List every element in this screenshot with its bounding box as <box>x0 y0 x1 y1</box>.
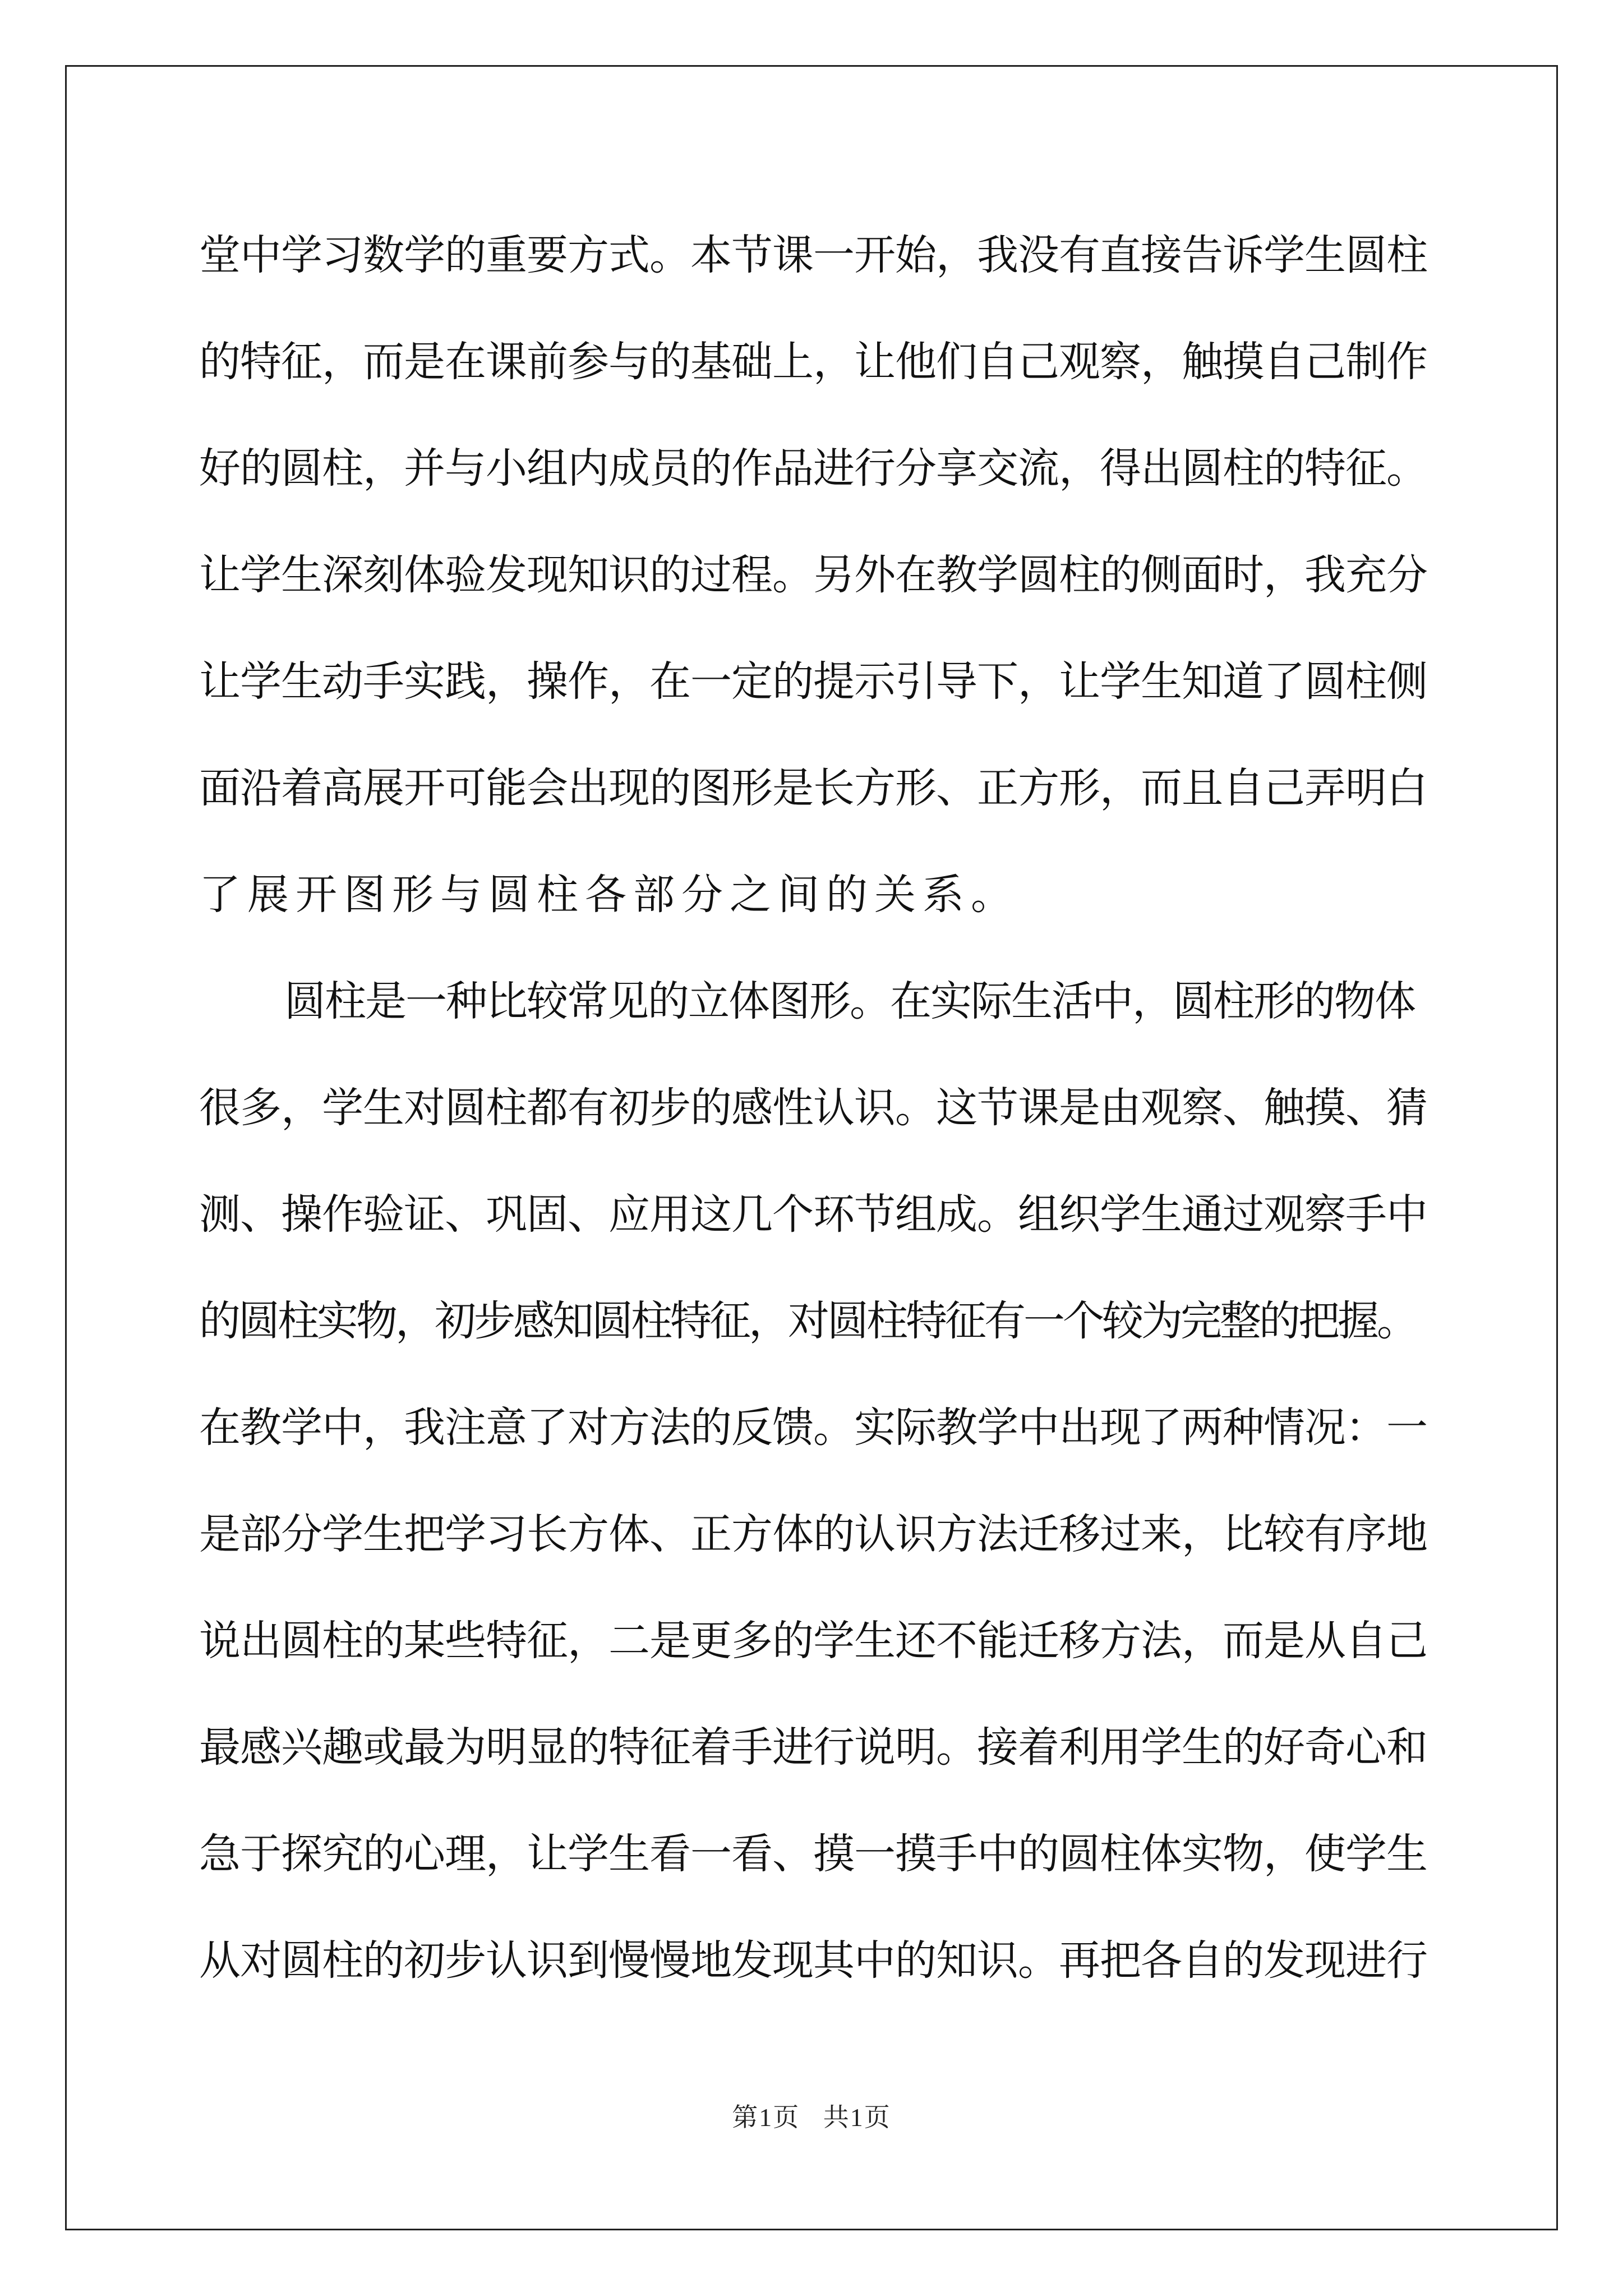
text-line: 测、操作验证、巩固、应用这几个环节组成。组织学生通过观察手中 <box>199 1190 1427 1239</box>
text-line: 堂中学习数学的重要方式。本节课一开始，我没有直接告诉学生圆柱 <box>199 231 1427 279</box>
text-line: 让学生动手实践，操作，在一定的提示引导下，让学生知道了圆柱侧 <box>199 657 1427 706</box>
text-line: 的特征，而是在课前参与的基础上，让他们自己观察，触摸自己制作 <box>199 338 1427 386</box>
text-line: 圆柱是一种比较常见的立体图形。在实际生活中，圆柱形的物体 <box>284 977 1415 1025</box>
page-footer <box>0 2097 1623 2134</box>
text-line: 的圆柱实物，初步感知圆柱特征，对圆柱特征有一个较为完整的把握。 <box>199 1297 1416 1345</box>
text-line: 好的圆柱，并与小组内成员的作品进行分享交流，得出圆柱的特征。 <box>199 444 1427 493</box>
text-line: 让学生深刻体验发现知识的过程。另外在教学圆柱的侧面时，我充分 <box>199 551 1427 599</box>
page-number: 第1页 <box>732 2103 800 2132</box>
text-line: 在教学中，我注意了对方法的反馈。实际教学中出现了两种情况：一 <box>199 1404 1427 1452</box>
page-total: 共1页 <box>823 2103 891 2132</box>
text-line: 面沿着高展开可能会出现的图形是长方形、正方形，而且自己弄明白 <box>199 764 1427 812</box>
text-line: 急于探究的心理，让学生看一看、摸一摸手中的圆柱体实物，使学生 <box>199 1830 1427 1878</box>
text-line: 很多，学生对圆柱都有初步的感性认识。这节课是由观察、触摸、猜 <box>199 1084 1427 1132</box>
document-body <box>199 213 1427 2025</box>
text-line: 从对圆柱的初步认识到慢慢地发现其中的知识。再把各自的发现进行 <box>199 1936 1427 1985</box>
text-line: 说出圆柱的某些特征，二是更多的学生还不能迁移方法，而是从自己 <box>199 1617 1427 1665</box>
text-line: 了展开图形与圆柱各部分之间的关系。 <box>199 871 1019 919</box>
text-line: 是部分学生把学习长方体、正方体的认识方法迁移过来，比较有序地 <box>199 1510 1427 1558</box>
text-line: 最感兴趣或最为明显的特征着手进行说明。接着利用学生的好奇心和 <box>199 1723 1427 1772</box>
